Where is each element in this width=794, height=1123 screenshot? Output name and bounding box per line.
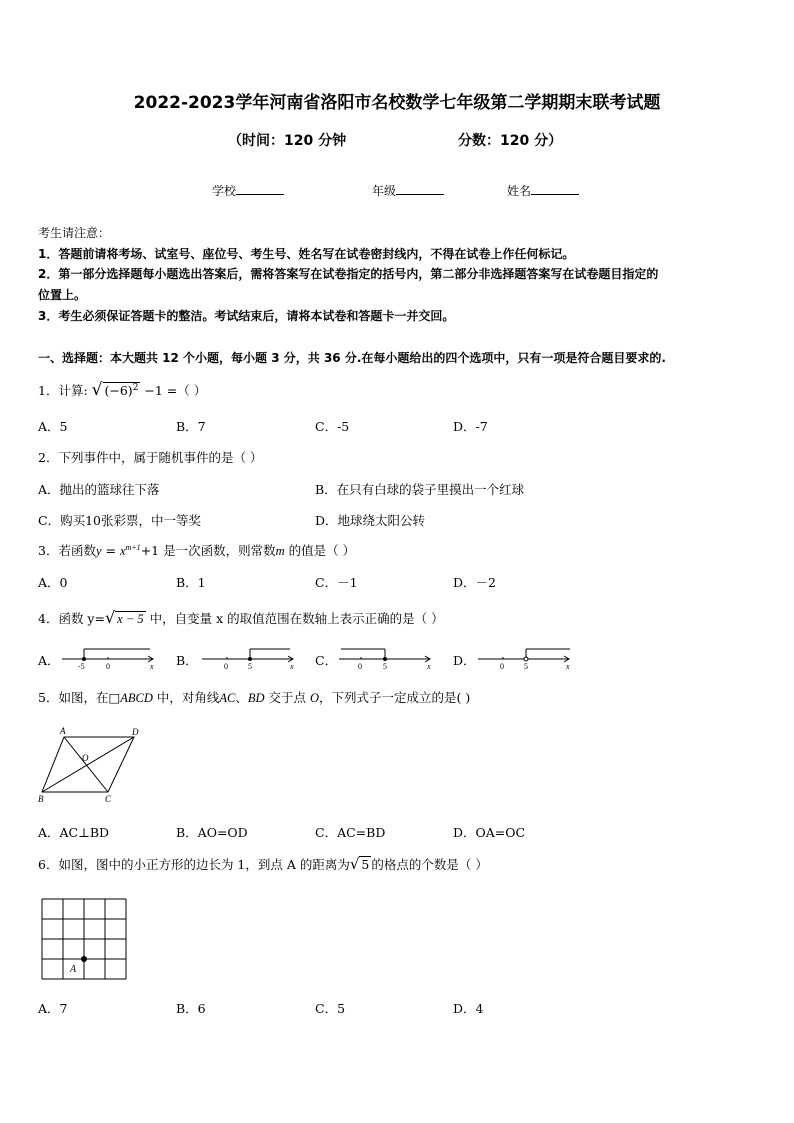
q4-sqrt (104, 608, 146, 627)
q5-option-b[interactable]: B．AO=OD (176, 825, 248, 840)
q3-eq: = (101, 543, 120, 558)
q4-c-tick-2: 5 (383, 662, 387, 671)
question-2: 2．下列事件中，属于随机事件的是（ ） (38, 450, 263, 465)
q6-point-a: A (70, 964, 77, 975)
q4-option-b-label: B． (176, 653, 198, 668)
q4-c-tick-1: 0 (358, 662, 362, 671)
q6-option-c[interactable]: C．5 (315, 1001, 346, 1016)
exam-score: 分数：120 分） (458, 133, 563, 149)
notice-item-2-cont: 位置上。 (38, 288, 87, 302)
q3-var-m: m (275, 544, 285, 558)
q4-c-axis: x (427, 662, 431, 671)
q6-option-a[interactable]: A．7 (38, 1001, 68, 1016)
q2-option-b[interactable]: B．在只有白球的袋子里摸出一个红球 (315, 482, 525, 497)
q1-radicand: $(-6)^2$ (104, 382, 139, 398)
q4-numberline-d (476, 645, 576, 671)
q2-option-d[interactable]: D．地球绕太阳公转 (315, 513, 426, 528)
q1-option-b[interactable]: B．7 (176, 419, 206, 434)
q5-point-c: C (105, 794, 112, 804)
q4-d-tick-1: 0 (500, 662, 504, 671)
q5-prefix: 5．如图，在□ (38, 690, 121, 705)
q5-option-d[interactable]: D．OA=OC (453, 825, 526, 840)
q4-numberline-b (200, 645, 300, 671)
radical-sign: √ (91, 380, 103, 400)
q1-prefix: 1．计算: (38, 383, 88, 398)
q5-o: O (310, 691, 320, 705)
radical-sign: √ (349, 855, 360, 873)
q6-grid-figure (40, 896, 132, 982)
q3-tail: +1 是一次函数，则常数 (140, 543, 276, 558)
grade-blank[interactable] (396, 182, 444, 195)
q4-option-c[interactable] (315, 651, 337, 669)
q3-prefix: 3．若函数 (38, 543, 96, 558)
notice-item-2: 2．第一部分选择题每小题选出答案后，需将答案写在试卷指定的括号内，第二部分非选择题答案写在试卷题目指定的 (38, 267, 659, 281)
q4-b-tick-1: 0 (224, 662, 228, 671)
q1-option-d[interactable]: D．-7 (453, 419, 488, 434)
grade-field[interactable] (372, 182, 444, 199)
q5-mid2: 交于点 (264, 690, 311, 705)
q3-option-a[interactable]: A．0 (38, 575, 68, 590)
q1-option-a[interactable]: A．5 (38, 419, 68, 434)
q4-numberline-c (337, 645, 437, 671)
q5-bd: BD (247, 691, 265, 705)
notice-item-1: 1．答题前请将考场、试室号、座位号、考生号、姓名写在试卷密封线内，不得在试卷上作任何标记。 (38, 247, 575, 261)
radical-sign: √ (104, 608, 116, 627)
q4-option-b[interactable] (176, 651, 198, 669)
q3-option-b[interactable]: B．1 (176, 575, 206, 590)
q4-option-a-label: A． (38, 653, 60, 668)
q3-end: 的值是（ ） (284, 543, 356, 558)
name-field[interactable] (507, 182, 579, 199)
q4-tail: 中，自变量 x 的取值范围在数轴上表示正确的是（ ） (145, 611, 444, 626)
q1-exponent: 2 (132, 382, 139, 393)
question-4 (38, 608, 444, 627)
school-label: 学校 (212, 184, 237, 198)
exam-time: （时间：120 分钟 (228, 133, 347, 149)
q4-a-tick-2: 0 (106, 662, 110, 671)
q4-radicand: x − 5 (117, 612, 144, 626)
q5-point-a: A (60, 726, 66, 736)
q5-parallelogram-figure (36, 724, 146, 808)
q4-prefix: 4．函数 y= (38, 611, 105, 626)
q4-d-axis: x (566, 662, 570, 671)
question-5 (38, 688, 470, 706)
page-title: 2022-2023学年河南省洛阳市名校数学七年级第二学期期末联考试题 (133, 93, 661, 113)
q5-point-d: D (132, 727, 139, 737)
q4-d-tick-2: 5 (524, 662, 528, 671)
q5-option-a[interactable]: A．AC⊥BD (38, 825, 110, 840)
q5-tail: ，下列式子一定成立的是( ) (319, 690, 471, 705)
q5-option-c[interactable]: C．AC=BD (315, 825, 386, 840)
q6-stem-a: 6．如图，图中的小正方形的边长为 1，到点 A 的距离为 (38, 857, 350, 872)
q6-sqrt (350, 857, 372, 872)
name-blank[interactable] (531, 182, 579, 195)
q6-radicand: 5 (361, 857, 370, 872)
q5-ac: AC (219, 691, 236, 705)
q1-tail: −1 =（ ） (144, 383, 207, 398)
q5-mid: 中，对角线 (152, 690, 220, 705)
school-blank[interactable] (236, 182, 284, 195)
q5-sep: 、 (235, 690, 248, 705)
q5-point-o: O (82, 753, 89, 763)
q3-option-d[interactable]: D．－2 (453, 575, 496, 590)
q4-option-c-label: C． (315, 653, 338, 668)
q3-var-y: y (95, 544, 102, 558)
q4-option-d-label: D． (453, 653, 476, 668)
q4-option-a[interactable] (38, 651, 60, 669)
q4-a-axis: x (150, 662, 154, 671)
q2-option-a[interactable]: A．抛出的篮球往下落 (38, 482, 160, 497)
q5-abcd: ABCD (120, 691, 153, 705)
q3-option-c[interactable]: C．－1 (315, 575, 358, 590)
q6-option-d[interactable]: D．4 (453, 1001, 484, 1016)
notice-heading: 考生请注意： (38, 226, 111, 240)
name-label: 姓名 (507, 184, 532, 198)
question-6 (38, 855, 488, 873)
q4-a-tick-1: -5 (78, 662, 85, 671)
q6-stem-b: 的格点的个数是（ ） (371, 857, 488, 872)
notice-item-3: 3．考生必须保证答题卡的整洁。考试结束后，请将本试卷和答题卡一并交回。 (38, 309, 455, 323)
q4-b-tick-2: 5 (248, 662, 252, 671)
q4-b-axis: x (290, 662, 294, 671)
question-1 (38, 380, 206, 400)
q6-option-b[interactable]: B．6 (176, 1001, 206, 1016)
school-field[interactable] (212, 182, 284, 199)
q3-exponent: m+1 (125, 542, 141, 552)
q5-point-b: B (38, 794, 44, 804)
q1-option-c[interactable]: C．-5 (315, 419, 350, 434)
q2-option-c[interactable]: C．购买10张彩票，中一等奖 (38, 513, 201, 528)
q4-numberline-a (60, 645, 160, 671)
question-3 (38, 541, 355, 559)
q3-var-x: x (119, 544, 126, 558)
q4-option-d[interactable] (453, 651, 476, 669)
grade-label: 年级 (372, 184, 397, 198)
section-heading: 一、选择题：本大题共 12 个小题，每小题 3 分，共 36 分.在每小题给出的四个选项中，只有一项是符合题目要求的. (38, 351, 666, 365)
q1-sqrt (91, 380, 145, 400)
